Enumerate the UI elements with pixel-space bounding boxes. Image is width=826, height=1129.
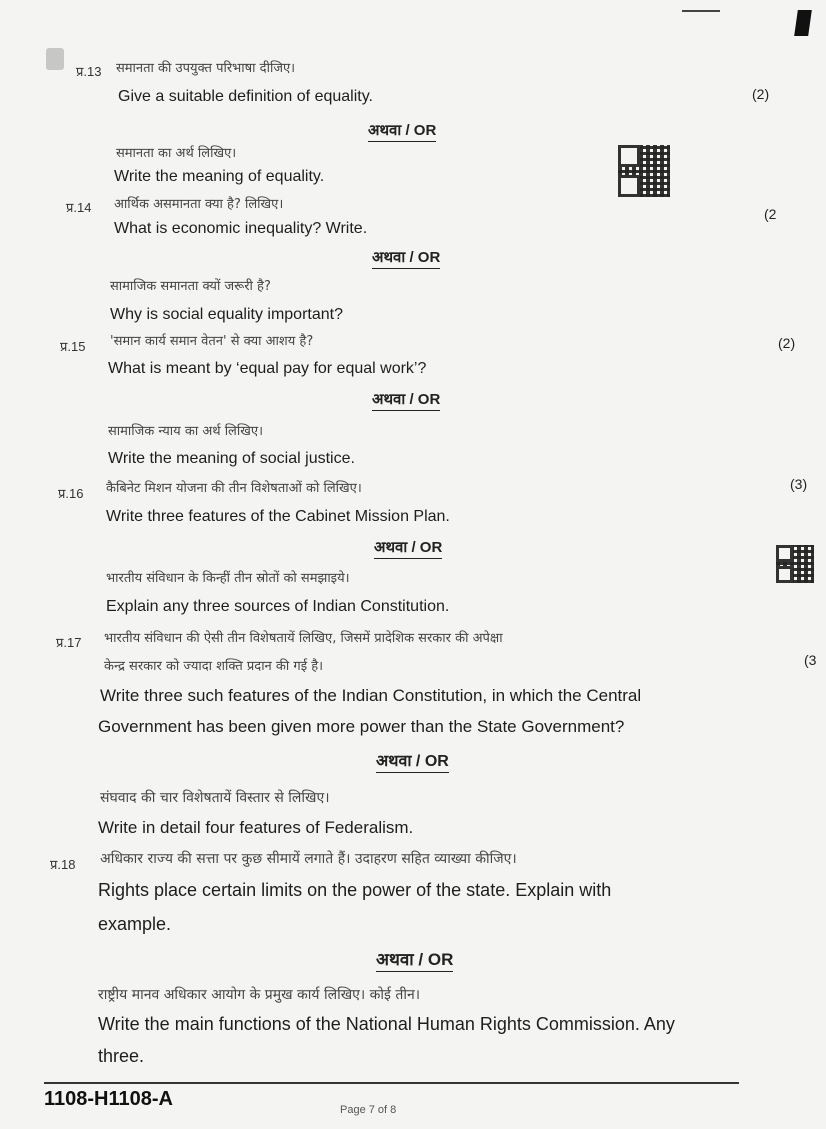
question-english: Give a suitable definition of equality. bbox=[118, 88, 373, 105]
question-number: प्र.15 bbox=[60, 339, 86, 354]
or-separator: अथवा / OR bbox=[374, 537, 442, 559]
footer-rule bbox=[44, 1082, 739, 1084]
question-english: Government has been given more power than the State Government? bbox=[98, 717, 625, 736]
qr-code bbox=[776, 545, 814, 583]
or-separator: अथवा / OR bbox=[372, 389, 440, 411]
paper-code: 1108-H1108-A bbox=[44, 1088, 173, 1110]
alt-question-hindi: राष्ट्रीय मानव अधिकार आयोग के प्रमुख कार्य लिखिए। कोई तीन। bbox=[98, 987, 421, 1003]
question-number: प्र.18 bbox=[50, 857, 76, 872]
alt-question-english: Write the main functions of the National Human Rights Commission. Any bbox=[98, 1014, 675, 1034]
question-number: प्र.16 bbox=[58, 486, 84, 501]
page-number: Page 7 of 8 bbox=[340, 1104, 397, 1116]
alt-question-english: Write the meaning of equality. bbox=[114, 168, 325, 185]
or-separator: अथवा / OR bbox=[368, 120, 436, 142]
question-english: What is economic inequality? Write. bbox=[114, 220, 368, 237]
question-english: example. bbox=[98, 914, 172, 934]
alt-question-hindi: संघवाद की चार विशेषतायें विस्तार से लिखिए। bbox=[100, 790, 330, 806]
scan-smudge bbox=[46, 48, 64, 70]
alt-question-english: Why is social equality important? bbox=[110, 306, 343, 323]
alt-question-hindi: सामाजिक समानता क्यों जरूरी है? bbox=[110, 279, 271, 294]
alt-question-english: Write the meaning of social justice. bbox=[108, 450, 355, 467]
or-separator: अथवा / OR bbox=[372, 247, 440, 269]
alt-question-hindi: समानता का अर्थ लिखिए। bbox=[116, 146, 237, 161]
or-separator: अथवा / OR bbox=[376, 749, 449, 773]
question-marks: (2 bbox=[764, 206, 777, 222]
question-hindi: 'समान कार्य समान वेतन' से क्या आशय है? bbox=[110, 334, 314, 349]
alt-question-english: Write in detail four features of Federalism. bbox=[98, 818, 414, 837]
alt-question-english: Explain any three sources of Indian Constitution. bbox=[106, 598, 450, 615]
or-separator: अथवा / OR bbox=[376, 947, 453, 972]
question-number: प्र.13 bbox=[76, 64, 102, 79]
top-rule bbox=[682, 10, 720, 12]
question-hindi: आर्थिक असमानता क्या है? लिखिए। bbox=[114, 197, 284, 212]
question-marks: (2) bbox=[778, 335, 796, 351]
question-hindi: कैबिनेट मिशन योजना की तीन विशेषताओं को लिखिए। bbox=[106, 481, 362, 496]
question-english: What is meant by ‘equal pay for equal work’? bbox=[108, 360, 427, 377]
alt-question-hindi: सामाजिक न्याय का अर्थ लिखिए। bbox=[108, 424, 263, 439]
question-english: Write three features of the Cabinet Mission Plan. bbox=[106, 508, 450, 525]
question-hindi: भारतीय संविधान की ऐसी तीन विशेषतायें लिखिए, जिसमें प्रादेशिक सरकार की अपेक्षा bbox=[104, 631, 503, 646]
question-marks: (3) bbox=[790, 476, 808, 492]
question-number: प्र.17 bbox=[56, 635, 82, 650]
question-hindi: अधिकार राज्य की सत्ता पर कुछ सीमायें लगाते हैं। उदाहरण सहित व्याख्या कीजिए। bbox=[100, 851, 517, 867]
alt-question-hindi: भारतीय संविधान के किन्हीं तीन स्रोतों को समझाइये। bbox=[106, 571, 350, 586]
question-hindi: समानता की उपयुक्त परिभाषा दीजिए। bbox=[116, 61, 296, 76]
question-english: Rights place certain limits on the power of the state. Explain with bbox=[98, 880, 612, 900]
corner-mark bbox=[794, 10, 812, 36]
alt-question-english: three. bbox=[98, 1046, 145, 1066]
question-number: प्र.14 bbox=[66, 200, 92, 215]
qr-code bbox=[618, 145, 670, 197]
question-hindi: केन्द्र सरकार को ज्यादा शक्ति प्रदान की गई है। bbox=[104, 659, 324, 674]
question-marks: (2) bbox=[752, 86, 770, 102]
question-english: Write three such features of the Indian Constitution, in which the Central bbox=[100, 686, 642, 705]
question-marks: (3 bbox=[804, 652, 817, 668]
